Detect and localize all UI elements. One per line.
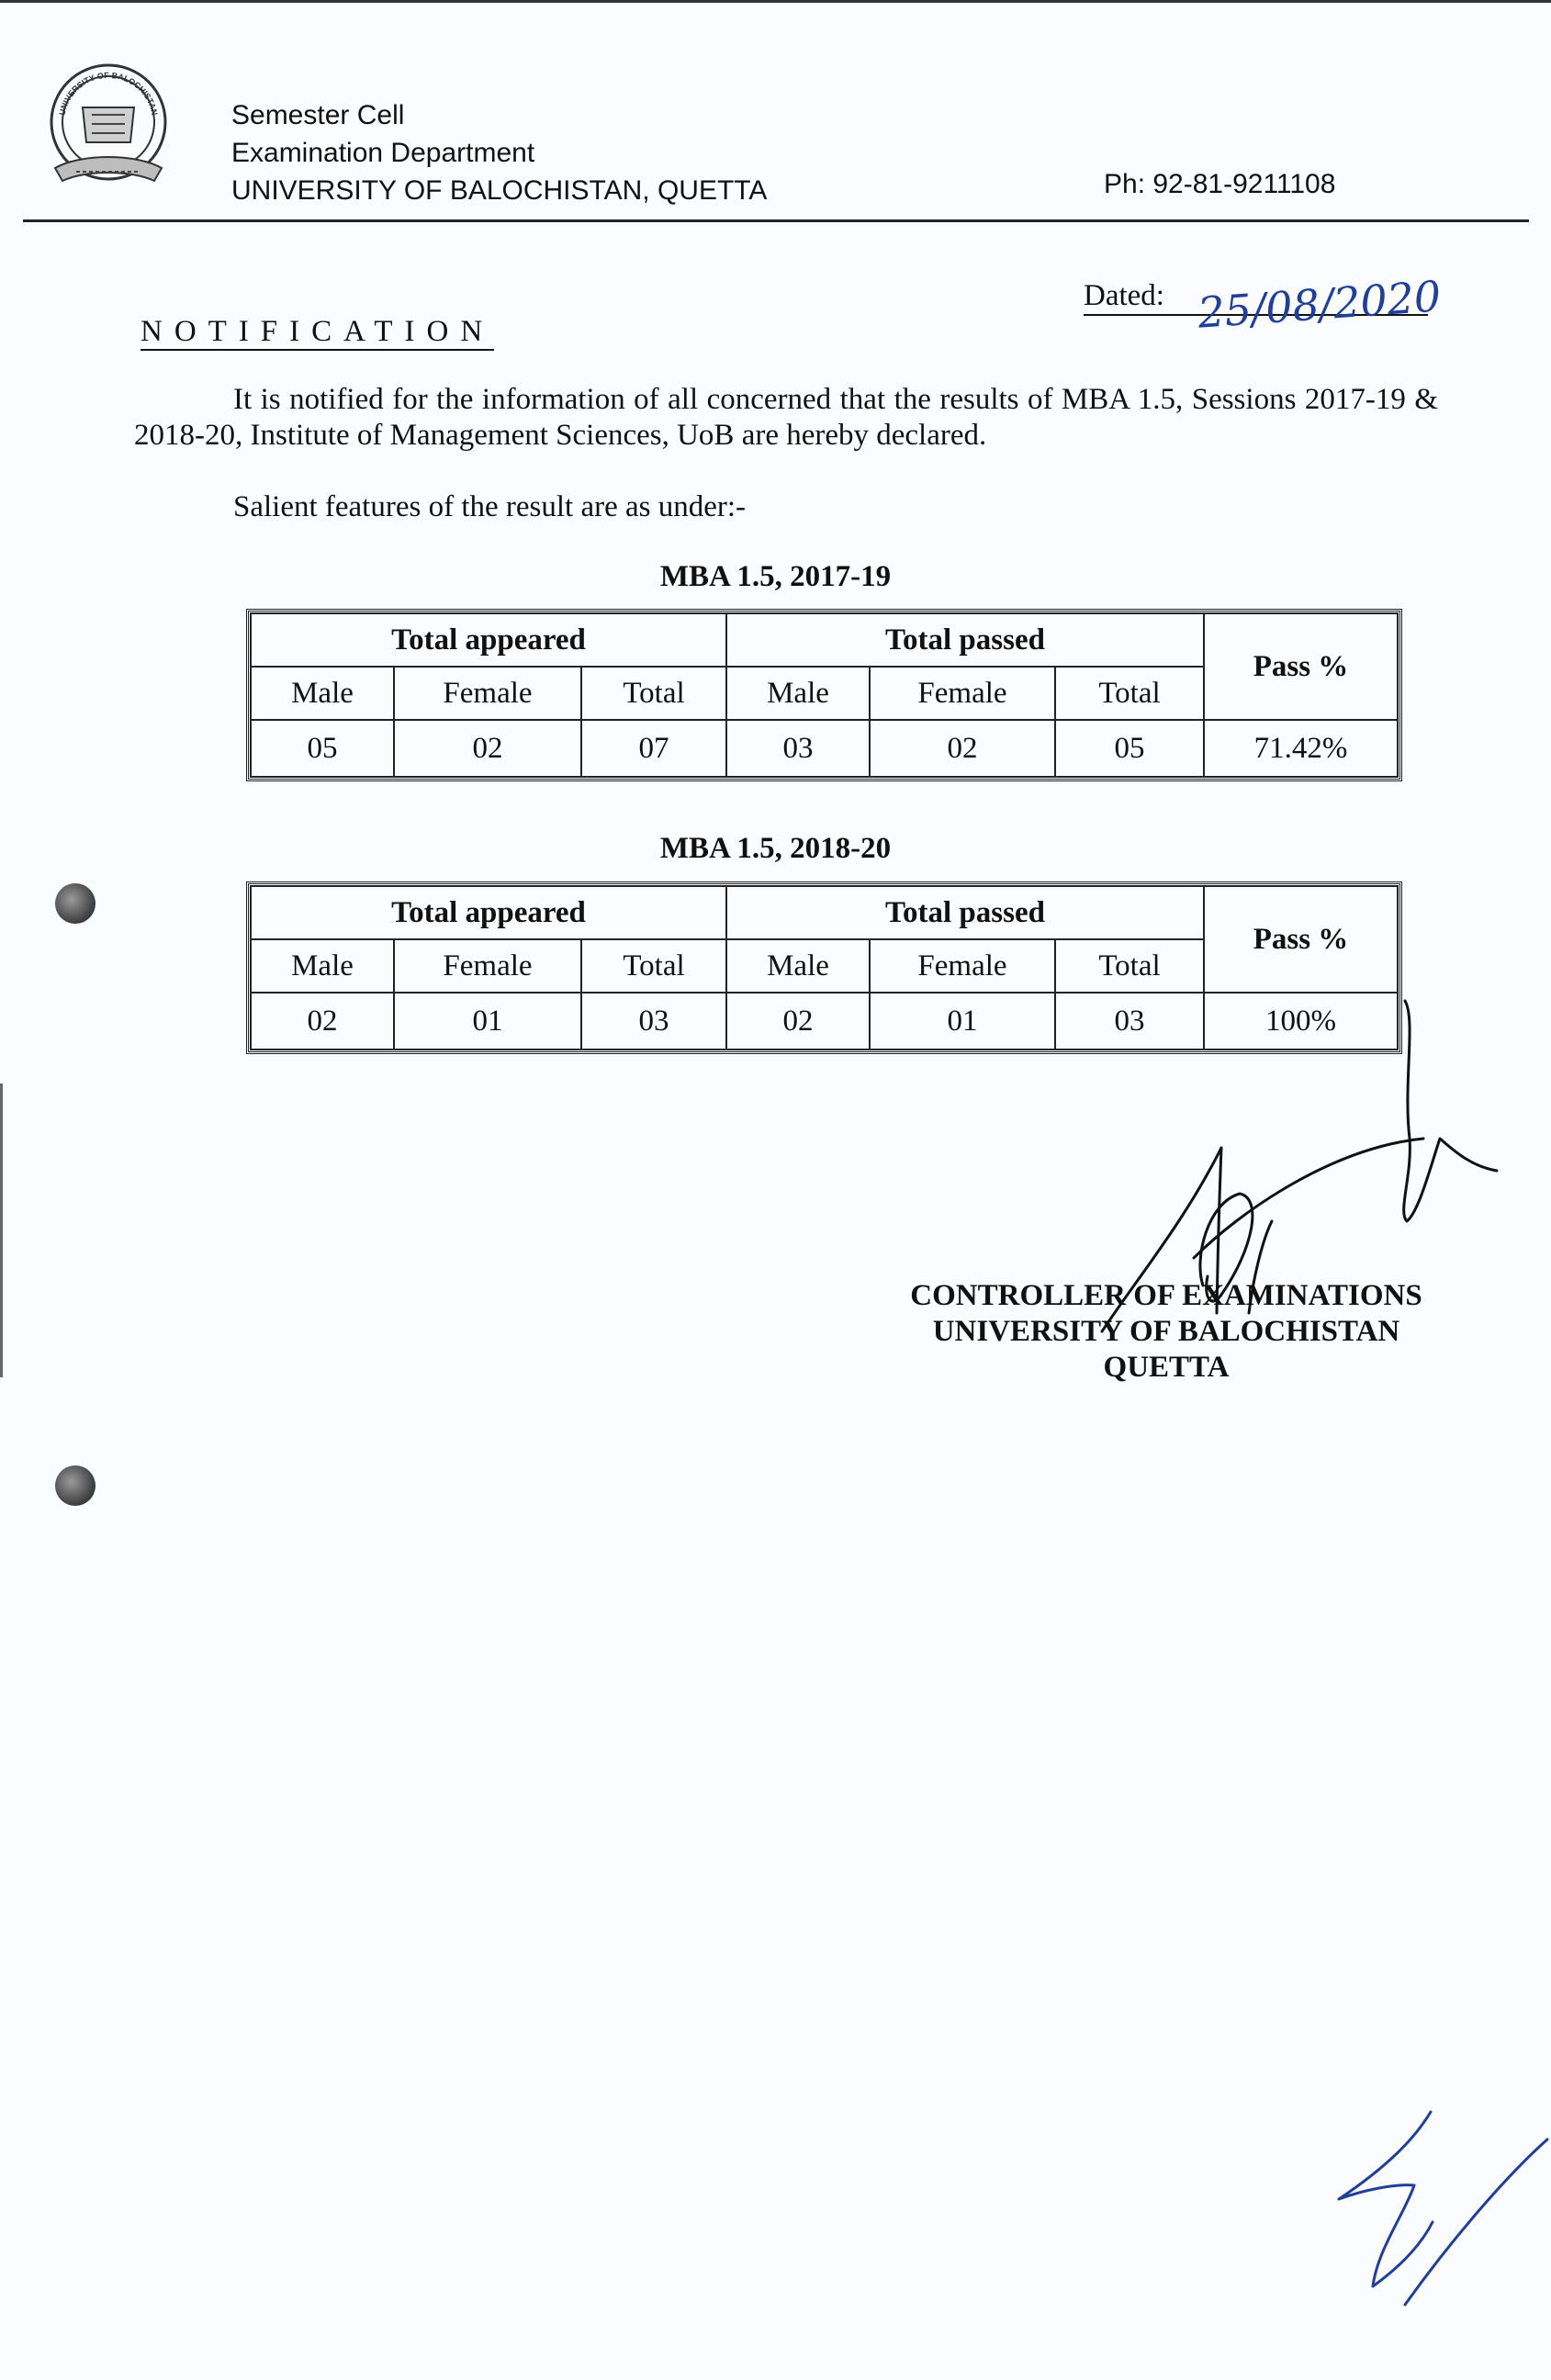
dated-label: Dated:	[1084, 277, 1428, 316]
table-group-row	[251, 886, 1398, 939]
value-passed-total: 03	[1055, 993, 1204, 1050]
signatory-block	[845, 1278, 1488, 1386]
subheader-appeared-total: Total	[581, 667, 726, 720]
letterhead-line-university: UNIVERSITY OF BALOCHISTAN, QUETTA	[231, 175, 768, 206]
table-group-row	[251, 613, 1398, 667]
pass-percent-header: Pass %	[1204, 613, 1398, 720]
handwritten-initials-icon	[1322, 2103, 1551, 2314]
subheader-appeared-female: Female	[394, 939, 581, 993]
value-passed-female: 01	[870, 993, 1055, 1050]
letterhead	[231, 96, 767, 209]
value-appeared-female: 02	[394, 720, 581, 777]
letterhead-line-cell: Semester Cell	[231, 100, 405, 130]
university-seal-icon	[44, 51, 173, 197]
letterhead-line-department: Examination Department	[231, 138, 535, 168]
group-total-passed: Total passed	[726, 886, 1204, 939]
page-left-edge	[0, 1083, 3, 1377]
svg-text:UNIVERSITY OF BALOCHISTAN: UNIVERSITY OF BALOCHISTAN	[57, 70, 160, 117]
group-total-appeared: Total appeared	[251, 613, 726, 667]
subheader-passed-female: Female	[870, 939, 1055, 993]
notification-title: NOTIFICATION	[140, 315, 494, 351]
group-total-passed: Total passed	[726, 613, 1204, 667]
handwritten-date	[1185, 266, 1451, 340]
subheader-appeared-female: Female	[394, 667, 581, 720]
value-pass-percent: 71.42%	[1204, 720, 1398, 777]
value-appeared-male: 05	[251, 720, 394, 777]
value-appeared-total: 07	[581, 720, 726, 777]
value-passed-male: 02	[726, 993, 870, 1050]
signatory-title: CONTROLLER OF EXAMINATIONS	[910, 1279, 1422, 1312]
results-table-2017-19	[250, 612, 1399, 778]
value-appeared-male: 02	[251, 993, 394, 1050]
value-passed-male: 03	[726, 720, 870, 777]
table-title-2018-20: MBA 1.5, 2018-20	[659, 832, 892, 865]
value-pass-percent: 100%	[1204, 993, 1398, 1050]
value-appeared-female: 01	[394, 993, 581, 1050]
subheader-appeared-total: Total	[581, 939, 726, 993]
phone-number: Ph: 92-81-9211108	[1104, 169, 1336, 199]
table-row	[251, 720, 1398, 777]
page-top-edge	[0, 0, 1551, 3]
notice-paragraph: It is notified for the information of all concerned that the results of MBA 1.5, Sessions 2017-19 & 2018-20, Institute of Management Sciences, UoB are hereby declared.	[134, 383, 1438, 452]
subheader-appeared-male: Male	[251, 667, 394, 720]
value-passed-total: 05	[1055, 720, 1204, 777]
punch-hole-upper	[55, 883, 96, 924]
pass-percent-header: Pass %	[1204, 886, 1398, 993]
subheader-passed-male: Male	[726, 939, 870, 993]
signatory-city: QUETTA	[1103, 1351, 1230, 1384]
subheader-passed-male: Male	[726, 667, 870, 720]
salient-features-text: Salient features of the result are as under:-	[233, 490, 747, 523]
table-title-2017-19: MBA 1.5, 2017-19	[659, 560, 892, 593]
group-total-appeared: Total appeared	[251, 886, 726, 939]
header-divider	[23, 219, 1529, 222]
signatory-university: UNIVERSITY OF BALOCHISTAN	[932, 1315, 1400, 1348]
value-appeared-total: 03	[581, 993, 726, 1050]
subheader-passed-total: Total	[1055, 667, 1204, 720]
subheader-passed-female: Female	[870, 667, 1055, 720]
subheader-passed-total: Total	[1055, 939, 1204, 993]
subheader-appeared-male: Male	[251, 939, 394, 993]
svg-text:25/08/2020: 25/08/2020	[1196, 271, 1443, 338]
value-passed-female: 02	[870, 720, 1055, 777]
punch-hole-lower	[55, 1465, 96, 1506]
